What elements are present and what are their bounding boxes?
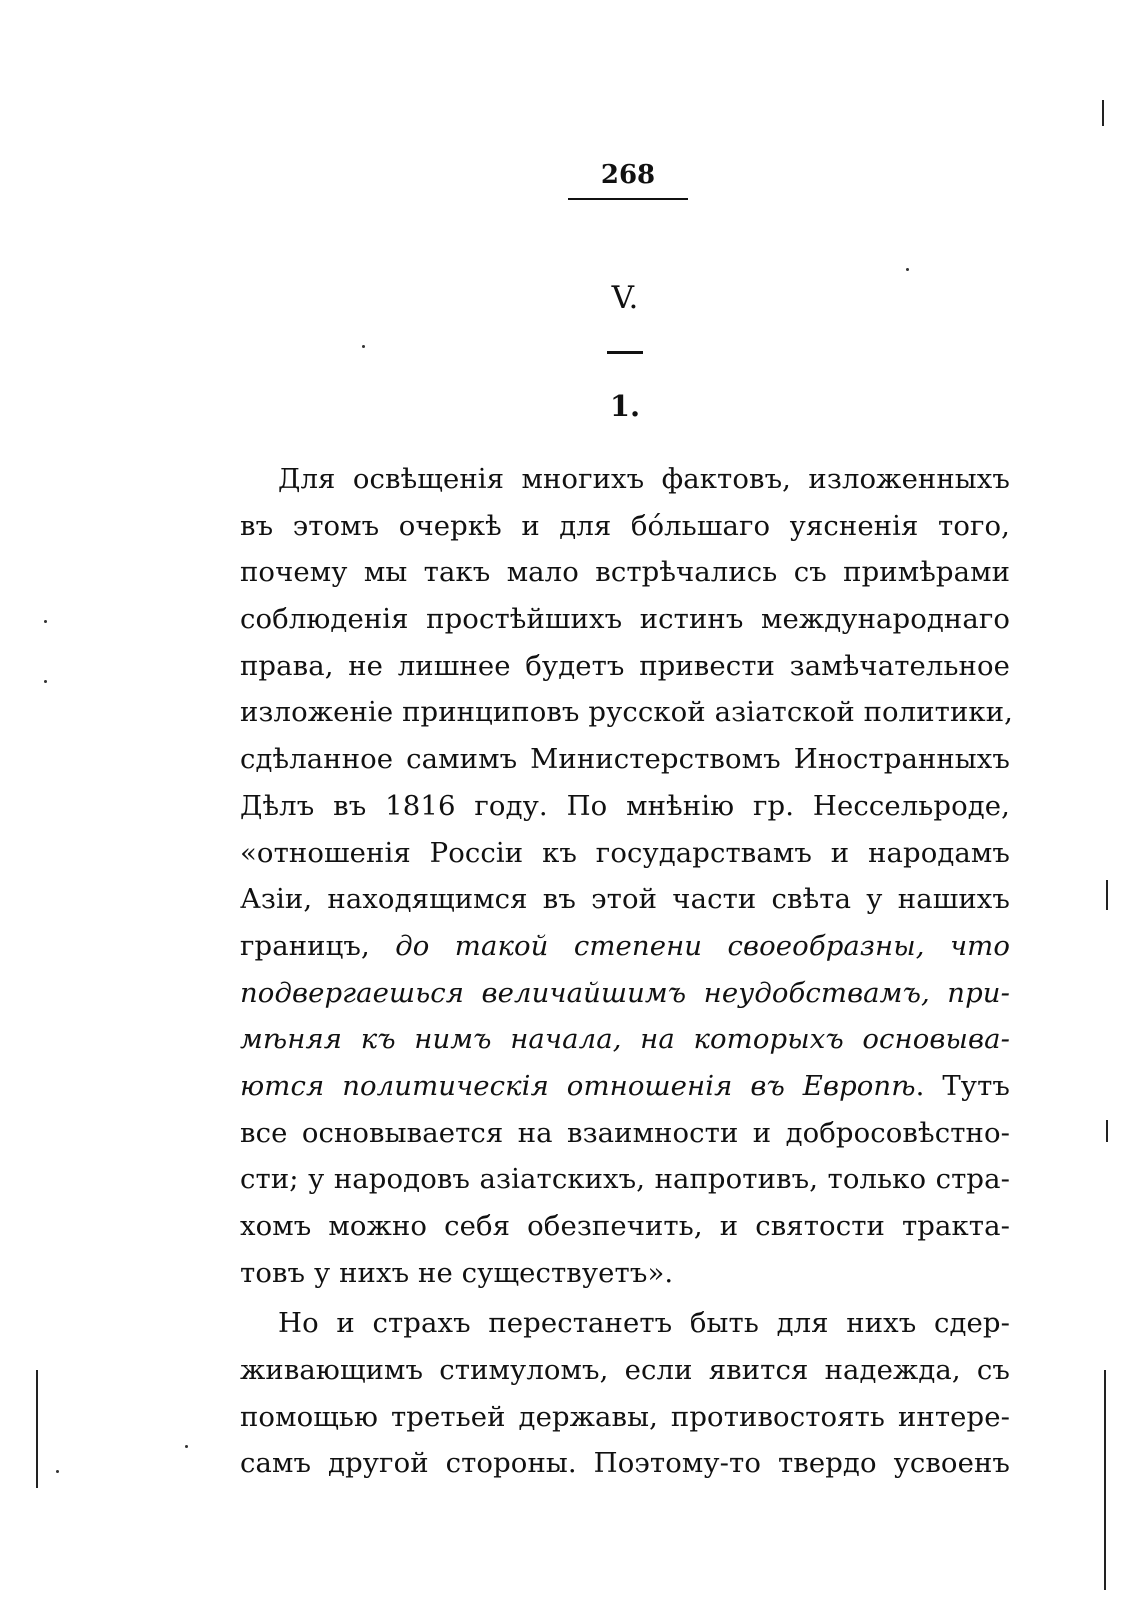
italic-quote-text: до такой степени своеобразны, что	[395, 929, 1010, 962]
scan-speck	[56, 1470, 59, 1473]
text-line: изложеніе принциповъ русской азіатской политики,	[240, 696, 1013, 729]
scan-edge-mark	[1102, 100, 1104, 126]
text-line: Для освѣщенія многихъ фактовъ, изложенныхъ	[278, 463, 1010, 495]
scan-speck	[44, 620, 47, 623]
text-line: помощью третьей державы, противостоять интере-	[240, 1400, 1010, 1433]
text-line: Азіи, находящимся въ этой части свѣта у нашихъ	[240, 883, 1010, 916]
chapter-numeral: V.	[611, 280, 639, 316]
text-line: товъ у нихъ не существуетъ».	[240, 1256, 674, 1289]
text-line: все основывается на взаимности и добросовѣстно-	[240, 1116, 1010, 1149]
text-line: въ этомъ очеркѣ и для бо́льшаго уясненія того,	[240, 509, 1010, 542]
plain-text: границъ,	[240, 929, 396, 962]
text-line: сдѣланное самимъ Министерствомъ Иностранныхъ	[240, 743, 1010, 776]
text-line: Но и страхъ перестанетъ быть для нихъ сдер-	[278, 1307, 1010, 1340]
text-line: Дѣлъ въ 1816 году. По мнѣнію гр. Нессельроде,	[240, 789, 1010, 822]
italic-quote-text: ются политическія отношенія въ Европѣ	[240, 1069, 916, 1102]
paragraph-1	[240, 456, 1013, 1296]
text-line: почему мы такъ мало встрѣчались съ примѣрами	[240, 556, 1010, 589]
text-line-mixed	[240, 923, 1010, 970]
section-number: 1.	[609, 389, 641, 423]
scan-edge-mark	[36, 1370, 38, 1488]
page-number	[568, 158, 688, 204]
body-text	[240, 456, 1013, 1487]
text-line: «отношенія Россіи къ государствамъ и народамъ	[240, 836, 1010, 869]
text-line: соблюденія простѣйшихъ истинъ международнаго	[240, 603, 1010, 636]
paragraph-2	[240, 1300, 1010, 1487]
scan-speck	[44, 680, 47, 683]
text-line: права, не лишнее будетъ привести замѣчательное	[240, 649, 1010, 682]
text-line: хомъ можно себя обезпечить, и святости тракта-	[240, 1210, 1010, 1242]
text-line-mixed	[240, 1063, 1010, 1110]
scan-edge-mark	[1106, 880, 1108, 910]
text-line: сти; у народовъ азіатскихъ, напротивъ, только стра-	[240, 1163, 1010, 1196]
scan-speck	[906, 268, 909, 271]
page-number-text: 268	[600, 160, 656, 190]
scan-edge-mark	[1104, 1370, 1106, 1590]
scan-speck	[185, 1445, 188, 1448]
text-line: самъ другой стороны. Поэтому-то твердо усвоенъ	[240, 1447, 1010, 1480]
scan-speck	[362, 345, 365, 348]
chapter-divider-dash	[607, 351, 643, 354]
italic-quote-line: мѣняя къ нимъ начала, на которыхъ основыва-	[240, 1023, 1010, 1056]
italic-quote-line: подвергаешься величайшимъ неудобствамъ, при-	[240, 976, 1010, 1009]
text-line: живающимъ стимуломъ, если явится надежда, съ	[240, 1354, 1010, 1387]
page-number-underline	[568, 198, 688, 200]
plain-text: . Тутъ	[915, 1069, 1010, 1102]
scan-edge-mark	[1106, 1120, 1108, 1142]
